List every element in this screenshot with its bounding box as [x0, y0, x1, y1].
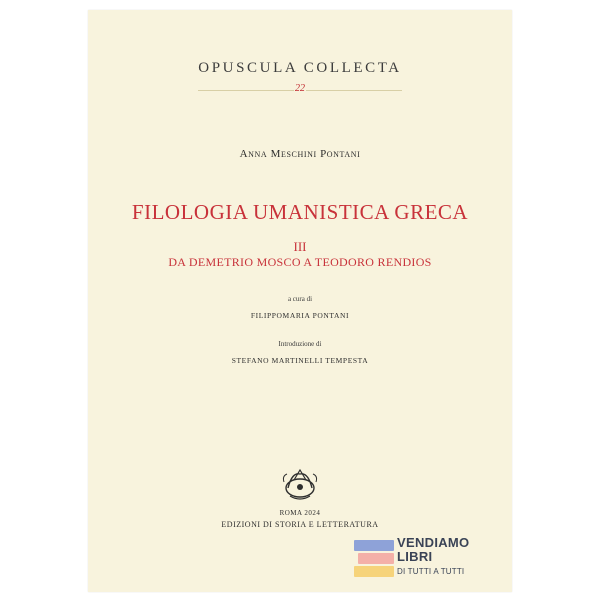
book-cover	[88, 10, 512, 592]
badge-text	[397, 536, 469, 578]
series-name: OPUSCULA COLLECTA	[198, 60, 402, 76]
publisher-logo-icon	[280, 466, 320, 502]
stripe-pink	[358, 553, 394, 564]
introduction-author: STEFANO MARTINELLI TEMPESTA	[231, 356, 369, 365]
volume-number: III	[293, 239, 307, 254]
series-number: 22	[295, 83, 305, 94]
curator-note: a cura di	[287, 295, 313, 303]
seller-badge	[354, 536, 498, 590]
badge-line-2: LIBRI	[397, 549, 433, 564]
books-stack-icon	[354, 536, 396, 584]
curator-name: FILIPPOMARIA PONTANI	[250, 311, 350, 320]
badge-line-1: VENDIAMO	[397, 535, 470, 550]
author-name: Anna Meschini Pontani	[239, 148, 361, 160]
book-subtitle: DA DEMETRIO MOSCO A TEODORO RENDIOS	[168, 255, 432, 269]
badge-line-3: DI TUTTI A TUTTI	[397, 567, 465, 576]
place-year: ROMA 2024	[279, 509, 321, 517]
book-title: FILOLOGIA UMANISTICA GRECA	[131, 200, 469, 224]
stripe-blue	[354, 540, 394, 551]
publisher-name: EDIZIONI DI STORIA E LETTERATURA	[221, 520, 379, 529]
stripe-yellow	[354, 566, 394, 577]
introduction-note: Introduzione di	[278, 340, 322, 348]
